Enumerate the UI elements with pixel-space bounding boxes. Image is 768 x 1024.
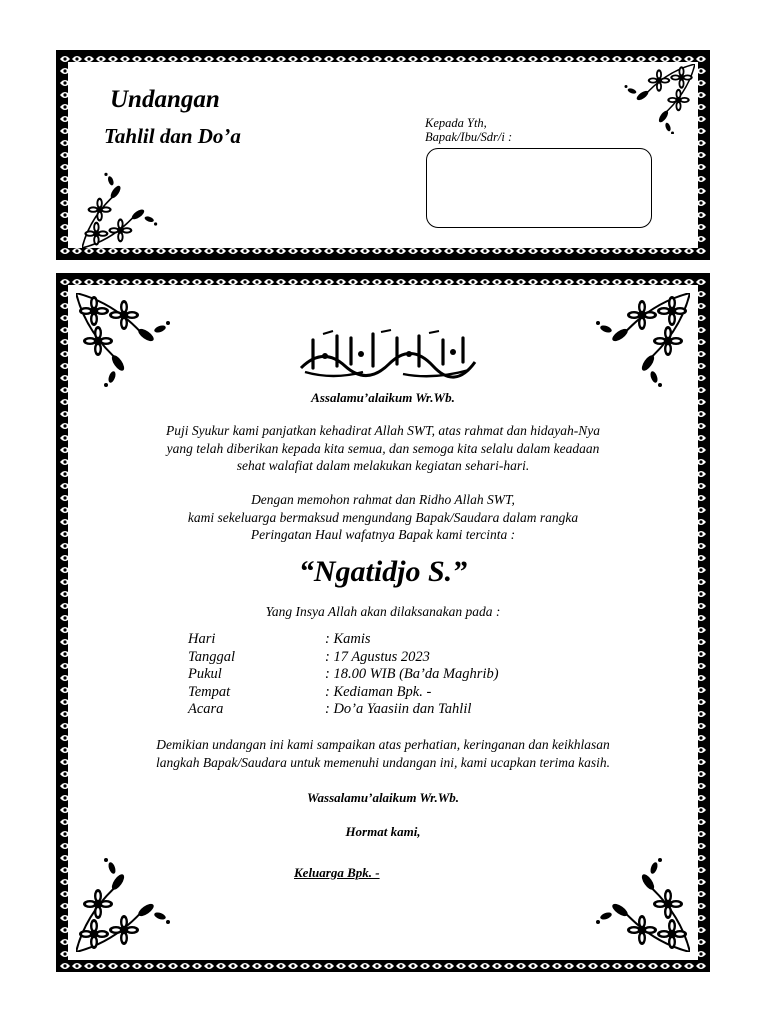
top-right-floral-icon <box>613 64 695 134</box>
invitation-paragraph <box>68 491 698 544</box>
detail-row <box>188 701 499 719</box>
greeting: Assalamu’alaikum Wr.Wb. <box>311 390 455 405</box>
bottom-left-floral-icon <box>82 170 174 248</box>
detail-label: Pukul <box>188 666 222 682</box>
envelope-title: Undangan <box>110 86 220 113</box>
envelope-subtitle: Tahlil dan Do’a <box>104 124 241 148</box>
letter-card <box>56 273 710 972</box>
detail-value: : Do’a Yaasiin dan Tahlil <box>325 701 472 717</box>
closing-paragraph <box>68 736 698 771</box>
detail-label: Acara <box>188 701 224 717</box>
regards: Hormat kami, <box>345 824 421 839</box>
opening-line-1: Puji Syukur kami panjatkan kehadirat Allah SWT, atas rahmat dan hidayah-Nya <box>165 423 601 438</box>
basmala-calligraphy-icon <box>293 328 483 380</box>
closing-salam: Wassalamu’alaikum Wr.Wb. <box>306 790 460 805</box>
detail-value: : Kamis <box>325 631 371 647</box>
detail-value: : 18.00 WIB (Ba’da Maghrib) <box>325 666 499 682</box>
detail-label: Tempat <box>188 683 231 700</box>
invitation-line-3: Peringatan Haul wafatnya Bapak kami tercinta : <box>250 527 516 542</box>
schedule-lead: Yang Insya Allah akan dilaksanakan pada : <box>265 604 501 619</box>
envelope-inner <box>68 62 698 248</box>
closing-line-2: langkah Bapak/Saudara untuk memenuhi undangan ini, kami ucapkan terima kasih. <box>155 754 611 770</box>
detail-row <box>188 631 499 649</box>
detail-label: Hari <box>188 631 216 647</box>
bottom-left-floral-icon <box>76 842 186 952</box>
top-left-floral-icon <box>76 293 186 403</box>
deceased-name: “Ngatidjo S.” <box>298 555 468 588</box>
detail-row <box>188 666 499 684</box>
top-right-floral-icon <box>580 293 690 403</box>
closing-line-1: Demikian undangan ini kami sampaikan atas perhatian, keringanan dan keikhlasan <box>156 737 610 752</box>
recipient-address-box[interactable] <box>426 148 652 228</box>
detail-value: : 17 Agustus 2023 <box>325 648 430 665</box>
detail-value: : Kediaman Bpk. - <box>325 683 432 700</box>
detail-row <box>188 684 499 702</box>
detail-row <box>188 649 499 667</box>
family-signature: Keluarga Bpk. - <box>294 865 380 880</box>
invitation-line-1: Dengan memohon rahmat dan Ridho Allah SWT, <box>251 492 515 507</box>
recipient-label-line1: Kepada Yth, <box>425 116 487 130</box>
recipient-label <box>425 116 512 144</box>
event-details <box>188 631 499 719</box>
letter-inner <box>68 285 698 960</box>
envelope-card <box>56 50 710 260</box>
bottom-right-floral-icon <box>580 842 690 952</box>
recipient-label-line2: Bapak/Ibu/Sdr/i : <box>425 130 513 144</box>
detail-label: Tanggal <box>188 648 236 665</box>
invitation-line-2: kami sekeluarga bermaksud mengundang Bapak/Saudara dalam rangka <box>187 509 579 525</box>
opening-line-3: sehat walafiat dalam melakukan kegiatan sehari-hari. <box>236 458 530 473</box>
opening-paragraph <box>68 422 698 475</box>
opening-line-2: yang telah diberikan kepada kita semua, dan semoga kita selalu dalam keadaan <box>166 440 600 456</box>
